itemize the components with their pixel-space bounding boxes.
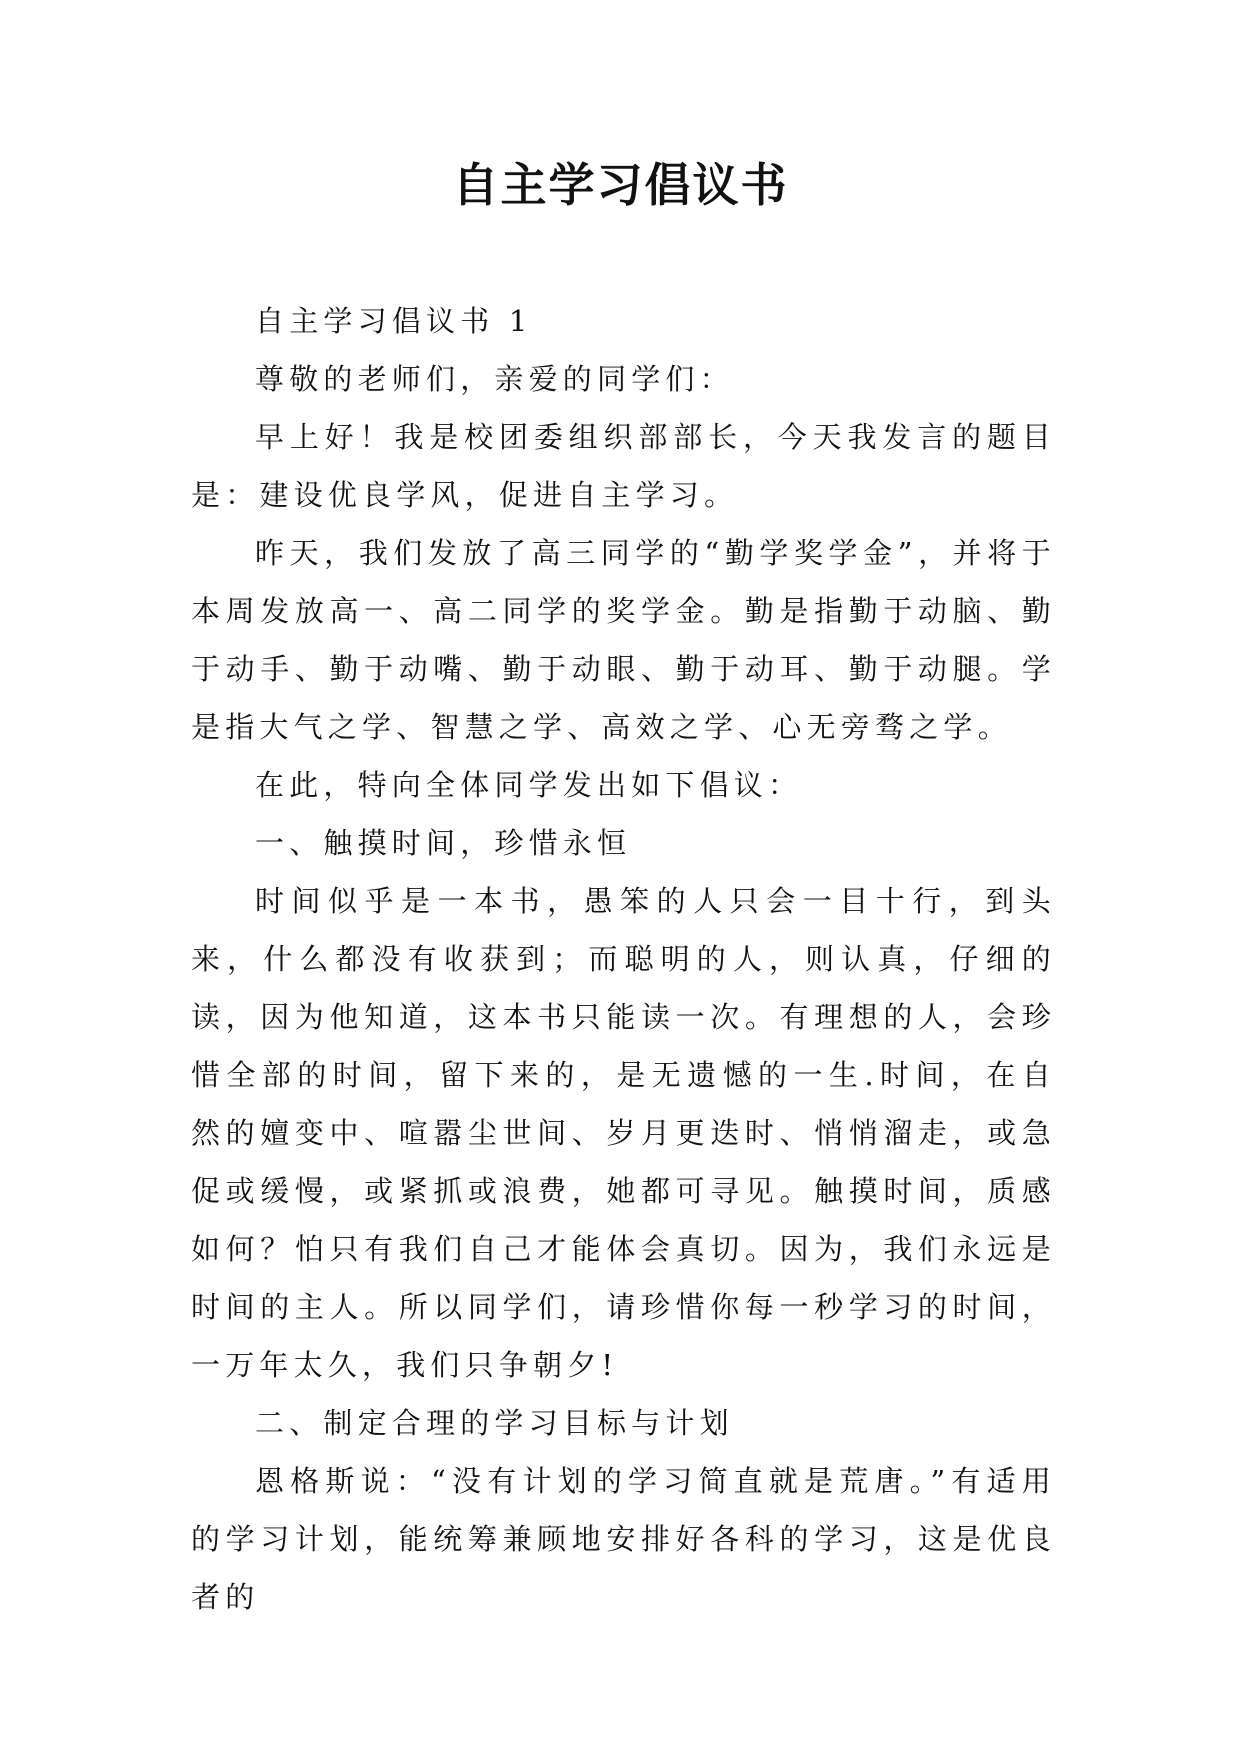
body-paragraph: 昨天，我们发放了高三同学的“勤学奖学金”，并将于本周发放高一、高二同学的奖学金。勤是指勤于动脑、勤于动手、勤于动嘴、勤于动眼、勤于动耳、勤于动腿。学是指大气之学、智慧之学、高效之学、心无旁骛之学。 <box>191 536 1056 744</box>
body-paragraph: 恩格斯说：“没有计划的学习简直就是荒唐。”有适用的学习计划，能统筹兼顾地安排好各科的学习，这是优良者的 <box>191 1464 1056 1614</box>
subheading-plan: 二、制定合理的学习目标与计划 <box>255 1406 734 1440</box>
body-paragraph: 早上好！我是校团委组织部部长，今天我发言的题目是：建设优良学风，促进自主学习。 <box>191 420 1056 512</box>
body-paragraph: 时间似乎是一本书，愚笨的人只会一目十行，到头来，什么都没有收获到；而聪明的人，则认真，仔细的读，因为他知道，这本书只能读一次。有理想的人，会珍惜全部的时间，留下来的，是无遗憾的一生.时间，在自然的嬗变中、喧嚣尘世间、岁月更迭时、悄悄溜走，或急促或缓慢，或紧抓或浪费，她都可寻见。触摸时间，质感如何？怕只有我们自己才能体会真切。因为，我们永远是时间的主人。所以同学们，请珍惜你每一秒学习的时间，一万年太久，我们只争朝夕! <box>191 884 1056 1382</box>
document-body <box>191 292 1056 1626</box>
salutation: 尊敬的老师们，亲爱的同学们： <box>255 362 734 396</box>
body-paragraph: 在此，特向全体同学发出如下倡议： <box>255 768 803 802</box>
document-title: 自主学习倡议书 <box>452 158 789 212</box>
subheading-time: 一、触摸时间，珍惜永恒 <box>255 826 632 860</box>
section-heading-1: 自主学习倡议书 1 <box>255 304 533 338</box>
